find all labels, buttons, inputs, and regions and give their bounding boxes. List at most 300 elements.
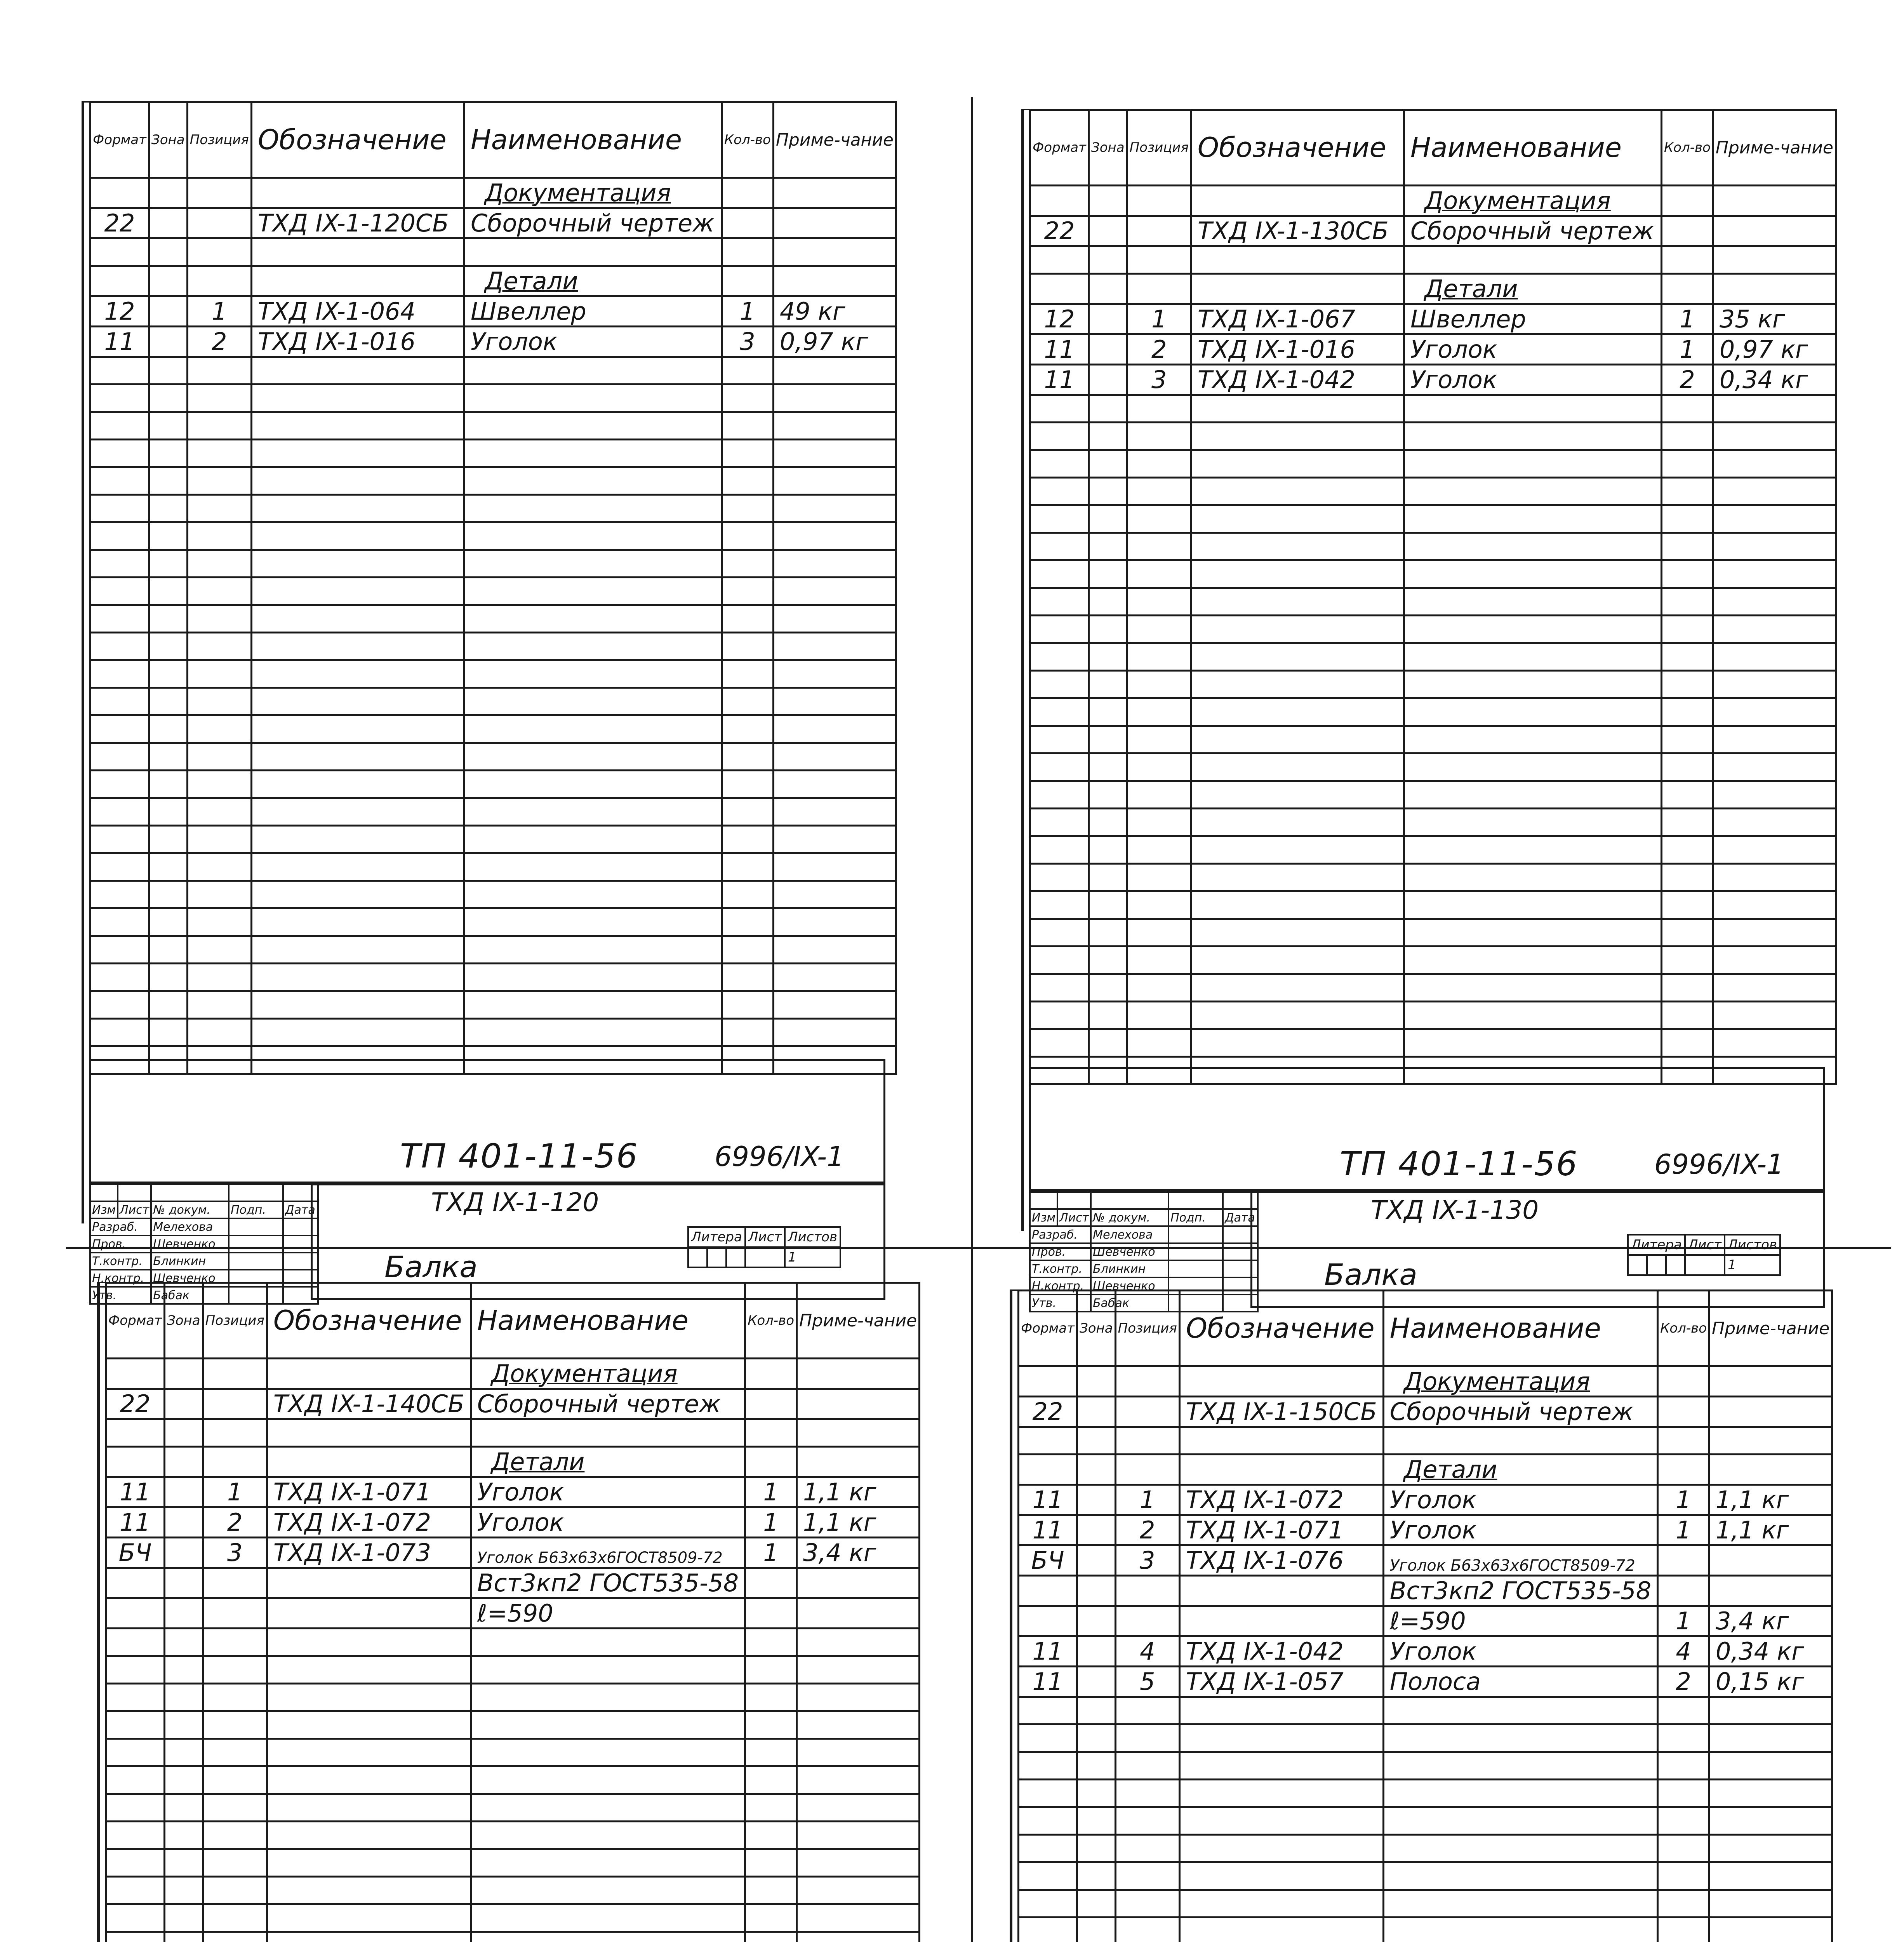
cell-name [464, 440, 722, 467]
stamp-person: Мелехова [151, 1218, 229, 1236]
cell-note [773, 660, 896, 688]
cell-zone [1077, 1752, 1115, 1780]
spec-row [90, 238, 896, 266]
cell-zone [149, 660, 187, 688]
cell-format: 22 [1030, 216, 1089, 246]
cell-name: Уголок [1383, 1515, 1657, 1545]
cell-format [90, 1019, 149, 1046]
cell-quantity [1662, 947, 1713, 974]
cell-zone [1088, 643, 1127, 671]
cell-note [797, 1684, 920, 1711]
cell-position [1127, 809, 1191, 836]
cell-quantity [1662, 616, 1713, 643]
cell-quantity [1662, 274, 1713, 304]
cell-designation [251, 605, 464, 633]
cell-position [1127, 186, 1191, 216]
cell-quantity [745, 1711, 797, 1739]
cell-zone [1088, 246, 1127, 274]
spec-row-empty [90, 881, 896, 908]
cell-position [187, 633, 251, 660]
cell-quantity [722, 357, 774, 385]
cell-quantity [722, 771, 774, 798]
col-zone: Зона [1088, 110, 1127, 186]
spec-row-empty [1019, 1724, 1832, 1752]
spec-row-empty [90, 605, 896, 633]
cell-note [773, 936, 896, 964]
cell-name [471, 1739, 745, 1766]
cell-name [1404, 1029, 1661, 1057]
cell-name [1383, 1890, 1657, 1918]
cell-designation [251, 991, 464, 1019]
section-heading: Детали [484, 267, 578, 295]
cell-format: 12 [90, 296, 149, 327]
cell-designation [1191, 1002, 1404, 1029]
cell-position [187, 991, 251, 1019]
stamp-header-cell: Лист [118, 1201, 151, 1218]
cell-position [187, 412, 251, 440]
cell-quantity [1662, 588, 1713, 616]
cell-name: Уголок [1383, 1485, 1657, 1515]
sheets-count: 1 [1725, 1255, 1780, 1275]
cell-quantity [745, 1739, 797, 1766]
cell-designation [1191, 864, 1404, 891]
cell-format [90, 178, 149, 208]
cell-format [106, 1656, 165, 1684]
cell-designation: ТХД IX-1-071 [1179, 1515, 1383, 1545]
spec-row [106, 1477, 920, 1507]
cell-quantity [745, 1359, 797, 1389]
cell-name [464, 178, 722, 208]
cell-zone [1088, 450, 1127, 478]
cell-note [773, 964, 896, 991]
cell-position [187, 208, 251, 238]
cell-position [1115, 1835, 1179, 1862]
cell-quantity [722, 743, 774, 771]
cell-quantity [1662, 246, 1713, 274]
cell-position [203, 1711, 267, 1739]
cell-name [464, 798, 722, 826]
cell-designation [267, 1598, 471, 1629]
spec-row-empty [1019, 1835, 1832, 1862]
cell-note [1709, 1918, 1832, 1942]
spec-row [1019, 1576, 1832, 1606]
cell-designation [251, 440, 464, 467]
stamp-signature [229, 1253, 283, 1270]
cell-zone [164, 1766, 203, 1794]
cell-format [90, 826, 149, 853]
cell-zone [1077, 1697, 1115, 1724]
cell-quantity [1658, 1366, 1709, 1397]
cell-quantity [722, 605, 774, 633]
title-block-code: ТХД IX-1-130 [1371, 1195, 1539, 1225]
cell-format [1019, 1780, 1077, 1807]
cell-format [90, 964, 149, 991]
cell-note [797, 1711, 920, 1739]
cell-note [773, 688, 896, 715]
cell-name [464, 771, 722, 798]
spec-sheet-4 [1010, 1289, 1830, 1942]
cell-name: Сборочный чертеж [464, 208, 722, 238]
cell-zone [149, 208, 187, 238]
spec-row [1030, 334, 1836, 365]
cell-designation [251, 522, 464, 550]
cell-format [90, 605, 149, 633]
cell-format: 22 [1019, 1397, 1077, 1427]
spec-row-empty [1030, 588, 1836, 616]
col-name: Наименование [471, 1283, 745, 1359]
col-quantity: Кол-во [722, 102, 774, 178]
cell-quantity [745, 1877, 797, 1904]
cell-zone [1077, 1636, 1115, 1667]
cell-quantity [1658, 1545, 1709, 1576]
cell-position [187, 495, 251, 522]
cell-note [1713, 809, 1836, 836]
spec-row [90, 327, 896, 357]
cell-note [797, 1877, 920, 1904]
cell-note [773, 908, 896, 936]
cell-quantity [722, 178, 774, 208]
cell-quantity [722, 688, 774, 715]
cell-format [1030, 698, 1089, 726]
cell-designation [1191, 974, 1404, 1002]
col-designation: Обозначение [251, 102, 464, 178]
col-zone: Зона [1077, 1291, 1115, 1366]
spec-row [1030, 186, 1836, 216]
cell-designation [1191, 891, 1404, 919]
cell-format [90, 238, 149, 266]
cell-zone [149, 633, 187, 660]
cell-designation [267, 1932, 471, 1942]
spec-table [1029, 109, 1837, 1085]
cell-zone [1077, 1606, 1115, 1636]
cell-format [1030, 836, 1089, 864]
sheet-label: Лист [1685, 1235, 1725, 1255]
cell-name [1404, 698, 1661, 726]
cell-quantity [1658, 1862, 1709, 1890]
cell-position [187, 853, 251, 881]
cell-position [1115, 1397, 1179, 1427]
cell-format [90, 688, 149, 715]
cell-position [203, 1794, 267, 1822]
cell-zone [1088, 334, 1127, 365]
cell-quantity [1658, 1397, 1709, 1427]
col-position: Позиция [187, 102, 251, 178]
cell-quantity [722, 964, 774, 991]
cell-position [1127, 450, 1191, 478]
cell-quantity [1658, 1835, 1709, 1862]
spec-sheet-3 [97, 1282, 917, 1942]
cell-quantity [1662, 671, 1713, 698]
col-designation: Обозначение [267, 1283, 471, 1359]
cell-format: БЧ [106, 1538, 165, 1568]
cell-designation [251, 550, 464, 578]
cell-quantity [1658, 1918, 1709, 1942]
stamp-header-cell: Дата [1223, 1209, 1258, 1226]
cell-quantity [1658, 1697, 1709, 1724]
spec-row-empty [1030, 395, 1836, 423]
cell-note: 49 кг [773, 296, 896, 327]
cell-name [1383, 1366, 1657, 1397]
cell-format [106, 1711, 165, 1739]
cell-zone [149, 771, 187, 798]
cell-name [1404, 533, 1661, 560]
cell-position [203, 1849, 267, 1877]
cell-zone [164, 1419, 203, 1447]
cell-designation [1191, 533, 1404, 560]
cell-quantity [1658, 1890, 1709, 1918]
cell-quantity [1658, 1455, 1709, 1485]
cell-note [1713, 1029, 1836, 1057]
cell-designation [1191, 616, 1404, 643]
cell-zone [164, 1822, 203, 1849]
cell-quantity [745, 1629, 797, 1656]
cell-format [1019, 1807, 1077, 1835]
cell-format [106, 1684, 165, 1711]
cell-format [1030, 505, 1089, 533]
spec-sheet-1 [82, 101, 897, 1302]
cell-name [464, 660, 722, 688]
cell-format [1019, 1724, 1077, 1752]
cell-position: 3 [1127, 365, 1191, 395]
cell-designation [1191, 274, 1404, 304]
spec-row [1030, 274, 1836, 304]
cell-position [187, 578, 251, 605]
cell-position [1127, 423, 1191, 450]
cell-name [1383, 1724, 1657, 1752]
cell-name [464, 853, 722, 881]
cell-quantity [745, 1598, 797, 1629]
cell-position: 2 [1115, 1515, 1179, 1545]
cell-zone [149, 440, 187, 467]
cell-note [1713, 919, 1836, 947]
cell-zone [1077, 1890, 1115, 1918]
cell-name: Уголок Б63х63х6ГОСТ8509-72 [1383, 1545, 1657, 1576]
cell-position [203, 1598, 267, 1629]
cell-designation [1179, 1724, 1383, 1752]
cell-format: 11 [106, 1507, 165, 1538]
cell-position [203, 1822, 267, 1849]
cell-note: 0,34 кг [1713, 365, 1836, 395]
cell-note [1709, 1724, 1832, 1752]
cell-zone [149, 715, 187, 743]
cell-name [1404, 781, 1661, 809]
cell-position [203, 1656, 267, 1684]
cell-name [471, 1877, 745, 1904]
spec-row [90, 178, 896, 208]
spec-row-empty [90, 522, 896, 550]
cell-designation [1179, 1606, 1383, 1636]
cell-designation [1191, 671, 1404, 698]
cell-note [797, 1629, 920, 1656]
cell-quantity [722, 467, 774, 495]
cell-name [464, 550, 722, 578]
cell-name [1404, 274, 1661, 304]
cell-quantity [1662, 1002, 1713, 1029]
page-divider-vertical [971, 97, 973, 1942]
cell-name [1383, 1918, 1657, 1942]
cell-note [1709, 1427, 1832, 1455]
spec-row-empty [1030, 616, 1836, 643]
cell-quantity [722, 238, 774, 266]
spec-row [90, 296, 896, 327]
cell-name: Вст3кп2 ГОСТ535-58 [1383, 1576, 1657, 1606]
cell-note [1709, 1545, 1832, 1576]
cell-zone [1077, 1427, 1115, 1455]
spec-row-empty [1030, 505, 1836, 533]
cell-designation: ТХД IX-1-072 [267, 1507, 471, 1538]
cell-position [1127, 698, 1191, 726]
spec-header-row [1030, 110, 1836, 186]
cell-zone [164, 1389, 203, 1419]
cell-quantity [722, 1019, 774, 1046]
cell-zone [1077, 1485, 1115, 1515]
stamp-person: Мелехова [1091, 1226, 1168, 1243]
spec-row-empty [90, 357, 896, 385]
cell-format [1030, 671, 1089, 698]
cell-position [1115, 1724, 1179, 1752]
cell-zone [1077, 1455, 1115, 1485]
cell-position [1127, 1029, 1191, 1057]
col-format: Формат [1019, 1291, 1077, 1366]
stamp-person: Шевченко [151, 1270, 229, 1287]
cell-format [1030, 947, 1089, 974]
cell-format [1030, 533, 1089, 560]
stamp-header-cell: Подп. [229, 1201, 283, 1218]
cell-position [1127, 891, 1191, 919]
cell-designation [1191, 781, 1404, 809]
cell-quantity [722, 266, 774, 296]
cell-zone [164, 1507, 203, 1538]
cell-designation [251, 238, 464, 266]
cell-zone [149, 578, 187, 605]
cell-quantity [1662, 450, 1713, 478]
cell-name: Уголок [1404, 334, 1661, 365]
cell-quantity [1658, 1427, 1709, 1455]
sheet-reference: 6996/IX-1 [715, 1141, 844, 1173]
cell-position [1127, 478, 1191, 505]
cell-position [1127, 836, 1191, 864]
cell-designation [267, 1711, 471, 1739]
spec-row-empty [106, 1739, 920, 1766]
cell-note [773, 798, 896, 826]
cell-designation [1191, 947, 1404, 974]
cell-designation [1179, 1455, 1383, 1485]
cell-quantity [722, 578, 774, 605]
cell-position [1115, 1807, 1179, 1835]
cell-position [187, 964, 251, 991]
cell-quantity: 1 [745, 1507, 797, 1538]
cell-format [1030, 478, 1089, 505]
cell-position [1127, 533, 1191, 560]
cell-quantity [1662, 891, 1713, 919]
cell-format [1030, 919, 1089, 947]
cell-quantity [745, 1766, 797, 1794]
litera-label: Литера [688, 1227, 745, 1247]
cell-format: 22 [90, 208, 149, 238]
cell-designation: ТХД IX-1-150СБ [1179, 1397, 1383, 1427]
cell-zone [149, 991, 187, 1019]
cell-quantity [722, 715, 774, 743]
cell-name [464, 908, 722, 936]
cell-quantity [1662, 698, 1713, 726]
section-heading: Документация [484, 179, 671, 207]
cell-zone [149, 550, 187, 578]
cell-zone [164, 1477, 203, 1507]
cell-quantity [1662, 423, 1713, 450]
cell-name [464, 266, 722, 296]
stamp-person: Бабак [1091, 1295, 1168, 1312]
cell-format [1030, 395, 1089, 423]
col-note: Приме-чание [1713, 110, 1836, 186]
cell-quantity [1662, 216, 1713, 246]
cell-position [187, 743, 251, 771]
cell-designation [1179, 1697, 1383, 1724]
stamp-role: Т.контр. [90, 1253, 151, 1270]
cell-zone [149, 178, 187, 208]
cell-position [1127, 616, 1191, 643]
cell-zone [164, 1794, 203, 1822]
cell-note [1713, 671, 1836, 698]
cell-name [464, 633, 722, 660]
spec-row-empty [90, 715, 896, 743]
cell-quantity [1658, 1576, 1709, 1606]
cell-designation [1179, 1752, 1383, 1780]
cell-name [1404, 478, 1661, 505]
cell-position: 2 [187, 327, 251, 357]
spec-row-empty [106, 1711, 920, 1739]
cell-zone [1088, 919, 1127, 947]
spec-row-empty [1030, 698, 1836, 726]
title-block-part-name: Балка [384, 1249, 478, 1284]
cell-position [203, 1766, 267, 1794]
cell-quantity [722, 550, 774, 578]
cell-name [1404, 423, 1661, 450]
stamp-role: Утв. [90, 1287, 151, 1304]
spec-row [1019, 1427, 1832, 1455]
cell-name [1404, 919, 1661, 947]
cell-position [187, 550, 251, 578]
col-zone: Зона [149, 102, 187, 178]
cell-position [187, 605, 251, 633]
stamp-header-cell: Изм [90, 1201, 118, 1218]
cell-zone [149, 826, 187, 853]
spec-row [1030, 246, 1836, 274]
cell-zone [1077, 1515, 1115, 1545]
cell-designation [1191, 919, 1404, 947]
spec-row-empty [1030, 891, 1836, 919]
cell-name [1404, 1002, 1661, 1029]
spec-row [1019, 1366, 1832, 1397]
cell-note [1713, 423, 1836, 450]
col-quantity: Кол-во [1662, 110, 1713, 186]
sheets-label: Листов [785, 1227, 840, 1247]
cell-format [106, 1932, 165, 1942]
stamp-signature [1168, 1243, 1223, 1260]
stamp-role: Разраб. [1030, 1226, 1091, 1243]
spec-row-empty [90, 550, 896, 578]
cell-note [797, 1849, 920, 1877]
cell-format [1030, 891, 1089, 919]
cell-note: 0,15 кг [1709, 1667, 1832, 1697]
cell-designation: ТХД IX-1-042 [1179, 1636, 1383, 1667]
cell-format [106, 1739, 165, 1766]
cell-name [464, 467, 722, 495]
cell-note [797, 1359, 920, 1389]
cell-name [464, 936, 722, 964]
cell-position [187, 688, 251, 715]
cell-name [1404, 560, 1661, 588]
cell-position [203, 1739, 267, 1766]
